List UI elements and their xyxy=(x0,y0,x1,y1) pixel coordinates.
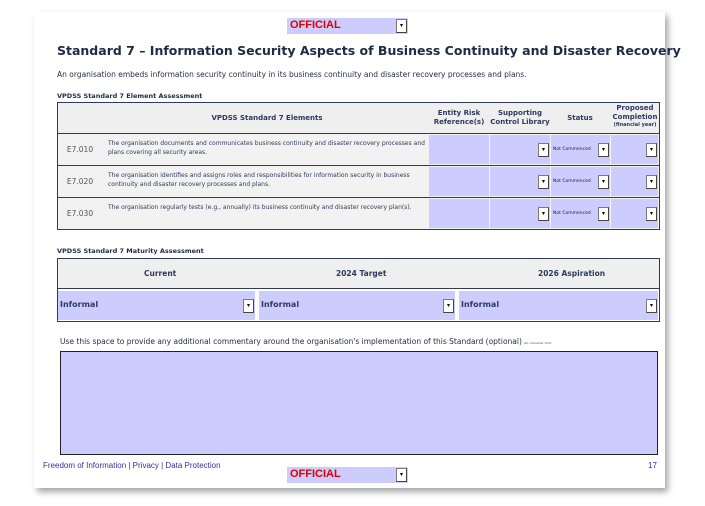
current-maturity-select[interactable] xyxy=(58,291,255,320)
chevron-down-icon[interactable]: ▾ xyxy=(538,175,549,189)
header-official-dropdown[interactable] xyxy=(396,19,407,33)
chevron-down-icon: ▾ xyxy=(399,22,403,29)
status-value: Not Commenced xyxy=(553,211,591,216)
status-select[interactable] xyxy=(551,199,610,228)
chevron-down-icon[interactable]: ▾ xyxy=(646,143,657,157)
col-aspiration: 2026 Aspiration xyxy=(538,269,606,278)
element-table-header xyxy=(58,103,659,134)
control-library-select[interactable] xyxy=(490,135,550,164)
footer-links[interactable]: Freedom of Information | Privacy | Data Protection xyxy=(43,461,221,470)
commentary-hint: No character limit xyxy=(524,341,552,345)
chevron-down-icon[interactable]: ▾ xyxy=(443,299,454,313)
footer-official-marking[interactable] xyxy=(287,467,408,483)
chevron-down-icon: ▾ xyxy=(399,471,403,478)
col-proposed-line1: Proposed xyxy=(616,104,654,112)
risk-reference-field[interactable] xyxy=(429,167,489,196)
col-risk-line2: Reference(s) xyxy=(433,118,485,126)
col-elements: VPDSS Standard 7 Elements xyxy=(211,114,323,122)
risk-reference-field[interactable] xyxy=(429,135,489,164)
aspiration-maturity-select[interactable] xyxy=(459,291,658,320)
col-risk-line1: Entity Risk xyxy=(437,109,481,117)
element-code: E7.010 xyxy=(66,145,94,154)
target-maturity-value: Informal xyxy=(261,300,300,309)
col-proposed-line2: Completion xyxy=(612,113,658,121)
maturity-assessment-heading: VPDSS Standard 7 Maturity Assessment xyxy=(57,247,204,255)
element-code: E7.020 xyxy=(66,177,94,186)
proposed-completion-select[interactable] xyxy=(611,199,658,228)
proposed-completion-select[interactable] xyxy=(611,135,658,164)
status-select[interactable] xyxy=(551,167,610,196)
intro-text: An organisation embeds information security continuity in its business continuity and disaster recovery processes and plans. xyxy=(57,70,527,79)
chevron-down-icon[interactable]: ▾ xyxy=(243,299,254,313)
element-assessment-table xyxy=(57,102,660,230)
page-number: 17 xyxy=(648,461,657,470)
chevron-down-icon[interactable]: ▾ xyxy=(598,175,609,189)
col-current: Current xyxy=(144,269,177,278)
col-status: Status xyxy=(567,114,593,122)
chevron-down-icon[interactable]: ▾ xyxy=(538,207,549,221)
maturity-header xyxy=(58,259,659,289)
aspiration-maturity-value: Informal xyxy=(461,300,500,309)
commentary-textarea[interactable] xyxy=(60,351,658,455)
col-target: 2024 Target xyxy=(336,269,387,278)
page-title: Standard 7 – Information Security Aspects of Business Continuity and Disaster Recovery xyxy=(57,43,681,58)
proposed-completion-select[interactable] xyxy=(611,167,658,196)
col-risk xyxy=(429,109,489,127)
table-row xyxy=(58,166,659,198)
header-official-marking[interactable] xyxy=(287,18,408,34)
chevron-down-icon[interactable]: ▾ xyxy=(598,143,609,157)
status-select[interactable] xyxy=(551,135,610,164)
control-library-select[interactable] xyxy=(490,167,550,196)
element-description: The organisation identifies and assigns roles and responsibilities for information security in business continuity and disaster recovery processes and plans. xyxy=(108,172,410,188)
chevron-down-icon[interactable]: ▾ xyxy=(646,299,657,313)
chevron-down-icon[interactable]: ▾ xyxy=(538,143,549,157)
status-value: Not Commenced xyxy=(553,179,591,184)
status-value: Not Commenced xyxy=(553,147,591,152)
control-library-select[interactable] xyxy=(490,199,550,228)
table-row xyxy=(58,134,659,166)
header-official-label: OFFICIAL xyxy=(290,19,341,31)
footer-official-label: OFFICIAL xyxy=(290,468,341,480)
risk-reference-field[interactable] xyxy=(429,199,489,228)
chevron-down-icon[interactable]: ▾ xyxy=(646,207,657,221)
element-code: E7.030 xyxy=(66,209,94,218)
document-page xyxy=(34,12,681,488)
col-support xyxy=(490,109,550,127)
current-maturity-value: Informal xyxy=(60,300,99,309)
target-maturity-select[interactable] xyxy=(259,291,455,320)
element-description: The organisation documents and communicates business continuity and disaster recovery processes and plans covering all security areas. xyxy=(108,140,425,156)
table-row xyxy=(58,198,659,229)
chevron-down-icon[interactable]: ▾ xyxy=(646,175,657,189)
element-assessment-heading: VPDSS Standard 7 Element Assessment xyxy=(57,92,203,100)
commentary-label-text: Use this space to provide any additional commentary around the organisation's implementation of this Standard (optional) xyxy=(60,337,522,346)
commentary-label xyxy=(60,337,551,346)
col-proposed-line3: (financial year) xyxy=(613,122,657,128)
col-support-line2: Control Library xyxy=(490,118,550,126)
maturity-assessment-table xyxy=(57,258,660,322)
footer-official-dropdown[interactable] xyxy=(396,468,407,482)
chevron-down-icon[interactable]: ▾ xyxy=(598,207,609,221)
element-description: The organisation regularly tests (e.g., annually) its business continuity and disaster recovery plan(s). xyxy=(108,204,412,211)
col-proposed xyxy=(611,104,659,129)
col-support-line1: Supporting xyxy=(497,109,543,117)
